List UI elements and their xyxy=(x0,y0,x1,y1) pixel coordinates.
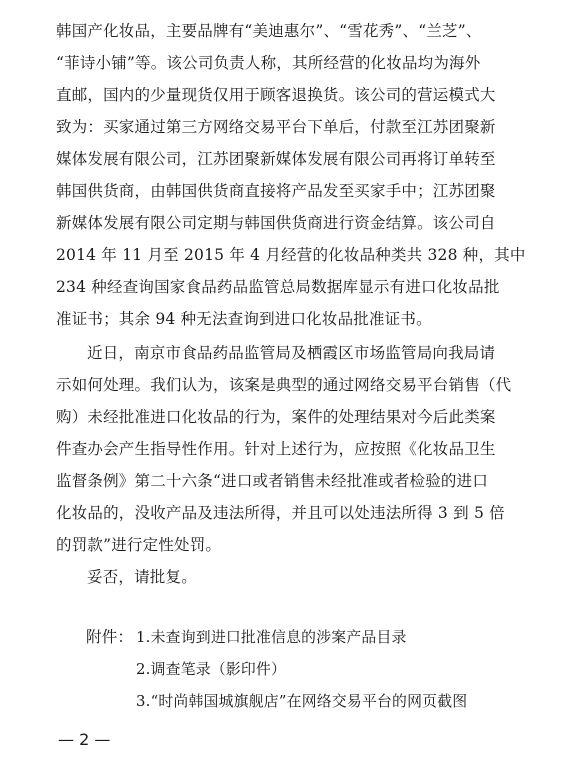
paragraph2-line-5: 监督条例》第二十六条“进口或者销售未经批准或者检验的进口 xyxy=(56,472,489,490)
paragraph1-line-8: 2014 年 11 月至 2015 年 4 月经营的化妆品种类共 328 种，其中 xyxy=(56,246,526,264)
paragraph2-line-6: 化妆品的，没收产品及违法所得，并且可以处违法所得 3 到 5 倍 xyxy=(56,504,505,522)
page-number: — 2 — xyxy=(58,730,111,749)
attachment-item-1: 1.未查询到进口批准信息的涉案产品目录 xyxy=(136,628,407,646)
paragraph2-line-4: 件查办会产生指导性作用。针对上述行为，应按照《化妆品卫生 xyxy=(56,440,496,458)
paragraph2-line-1: 近日，南京市食品药品监管局及栖霞区市场监管局向我局请 xyxy=(87,344,496,362)
paragraph1-line-3: 直邮，国内的少量现货仅用于顾客退换货。该公司的营运模式大 xyxy=(56,86,496,104)
attachment-item-2: 2.调查笔录（影印件） xyxy=(136,660,287,678)
paragraph1-line-10: 准证书；其余 94 种无法查询到进口化妆品批准证书。 xyxy=(56,310,432,328)
paragraph1-line-6: 韩国供货商，由韩国供货商直接将产品发至买家手中；江苏团聚 xyxy=(56,182,496,200)
attachments-label: 附件： xyxy=(86,628,134,646)
paragraph1-line-9: 234 种经查询国家食品药品监管总局数据库显示有进口化妆品批 xyxy=(56,278,500,296)
attachment-item-3: 3.“时尚韩国城旗舰店”在网络交易平台的网页截图 xyxy=(136,692,468,710)
paragraph1-line-1: 韩国产化妆品，主要品牌有“美迪惠尔”、“雪花秀”、“兰芝”、 xyxy=(56,22,482,40)
paragraph1-line-2: “菲诗小铺”等。该公司负责人称，其所经营的化妆品均为海外 xyxy=(56,54,481,72)
paragraph1-line-4: 致为：买家通过第三方网络交易平台下单后，付款至江苏团聚新 xyxy=(56,118,496,136)
paragraph2-line-7: 的罚款”进行定性处罚。 xyxy=(56,536,222,554)
paragraph1-line-5: 媒体发展有限公司，江苏团聚新媒体发展有限公司再将订单转至 xyxy=(56,150,496,168)
paragraph2-line-2: 示如何处理。我们认为，该案是典型的通过网络交易平台销售（代 xyxy=(56,376,512,394)
paragraph2-line-3: 购）未经批准进口化妆品的行为，案件的处理结果对今后此类案 xyxy=(56,408,496,426)
paragraph1-line-7: 新媒体发展有限公司定期与韩国供货商进行资金结算。该公司自 xyxy=(56,214,496,232)
closing-line: 妥否，请批复。 xyxy=(87,568,197,586)
